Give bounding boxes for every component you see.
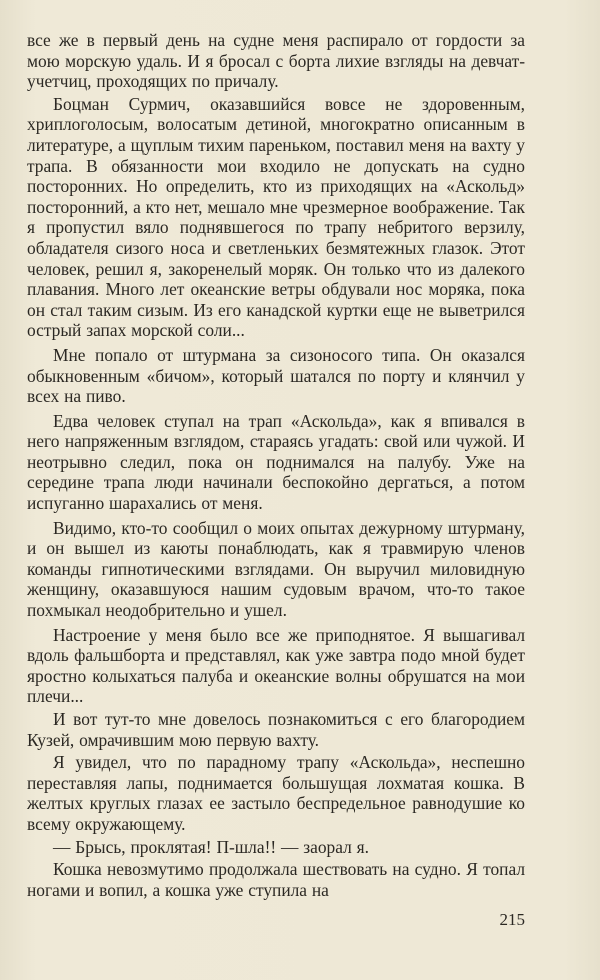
- paragraph-4: Едва человек ступал на трап «Аскольда», как я впивался в него напряженным взглядом, стараясь угадать: свой или чужой. И неотрывно следил, пока он поднимался на палубу. Уже на середине трапа люди начинали беспокойно дергаться, а потом испуганно шарахались от меня.: [27, 410, 525, 514]
- paragraph-1: все же в первый день на судне меня распирало от гордости за мою морскую удаль. И я бросал с борта лихие взгляды на девчат-учетчиц, проходящих по причалу.: [27, 30, 525, 92]
- paragraph-6: Настроение у меня было все же приподнятое. Я вышагивал вдоль фальшборта и представлял, как уже завтра подо мной будет яростно колыхаться палуба и океанские волны обрушатся на мои плечи...: [27, 624, 525, 707]
- paragraph-2: Боцман Сурмич, оказавшийся вовсе не здоровенным, хриплоголосым, волосатым детиной, многократно описанным в литературе, а щуплым тихим пареньком, поставил меня на вахту у трапа. В обязанности мои входило не допускать на судно посторонних. Но определить, кто из приходящих на «Аскольд» посторонний, а кто нет, мешало мне чрезмерное воображение. Так я пропустил вяло поднявшегося по трапу небритого верзилу, обладателя сизого носа и светленьких безмятежных глазок. Этот человек, решил я, закоренелый моряк. Он только что из далекого плавания. Много лет океанские ветры обдували нос моряка, пока он стал таким сизым. Из его канадской куртки еще не выветрился острый запах морской соли...: [27, 93, 525, 341]
- paragraph-10: Кошка невозмутимо продолжала шествовать на судно. Я топал ногами и вопил, а кошка уже ступила на: [27, 859, 525, 900]
- paragraph-3: Мне попало от штурмана за сизоносого типа. Он оказался обыкновенным «бичом», который шатался по порту и клянчил у всех на пиво.: [27, 344, 525, 407]
- paragraph-8: Я увидел, что по парадному трапу «Аскольда», неспешно переставляя лапы, поднимается большущая лохматая кошка. В желтых круглых глазах ее застыло беспредельное равнодушие ко всему окружающему.: [27, 752, 525, 834]
- paragraph-9: — Брысь, проклятая! П-шла!! — заорал я.: [53, 836, 369, 857]
- text-column: [27, 30, 525, 900]
- paragraph-5: Видимо, кто-то сообщил о моих опытах дежурному штурману, и он вышел из каюты понаблюдать, как я травмирую членов команды гипнотическими взглядами. Он выручил миловидную женщину, оказавшуюся нашим судовым врачом, что-то такое похмыкал неодобрительно и ушел.: [27, 517, 525, 621]
- page-number: 215: [499, 910, 525, 929]
- paragraph-7: И вот тут-то мне довелось познакомиться с его благородием Кузей, омрачившим мою первую вахту.: [27, 709, 525, 750]
